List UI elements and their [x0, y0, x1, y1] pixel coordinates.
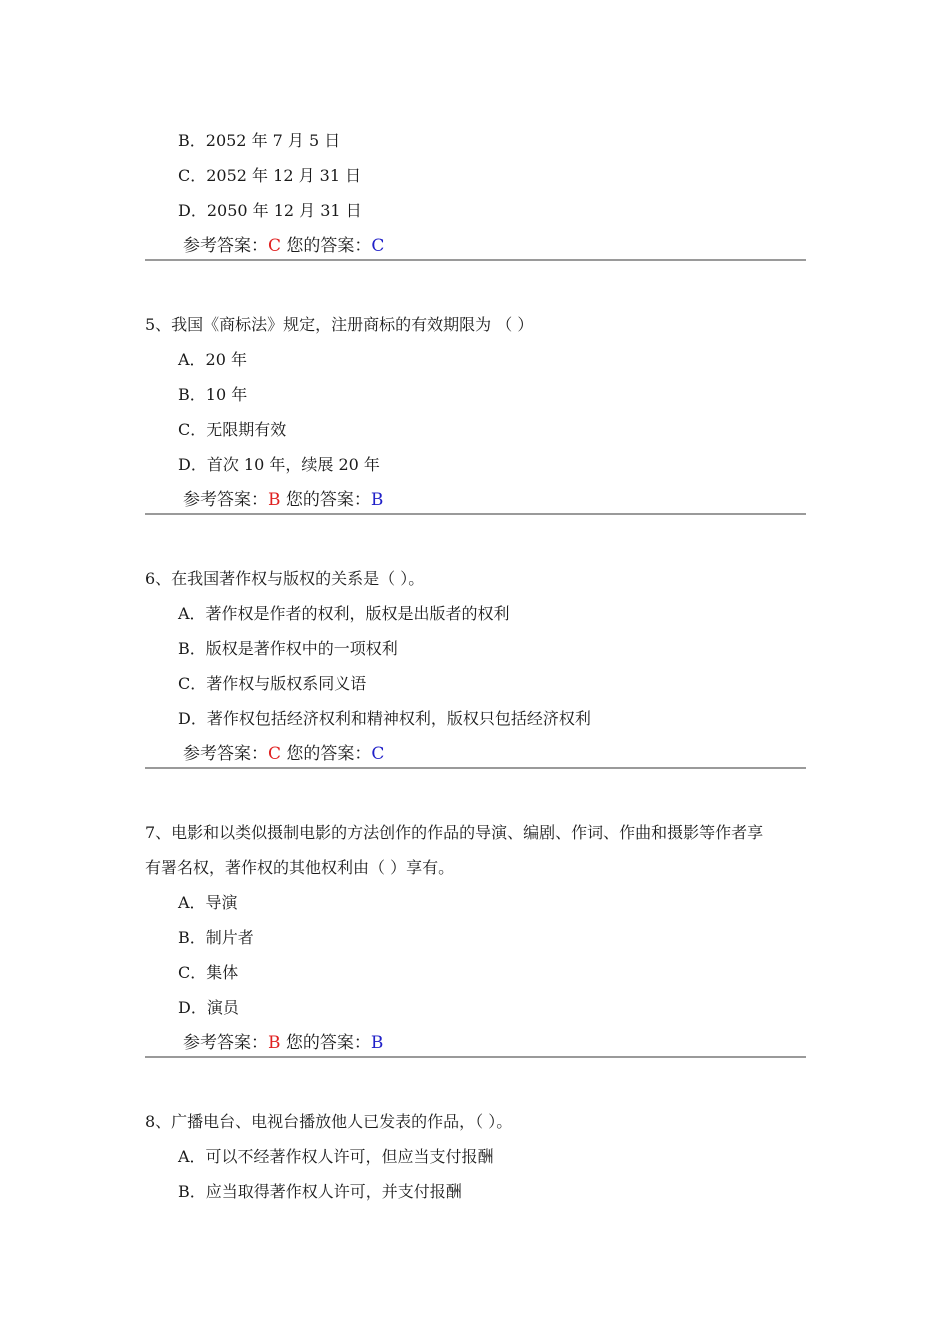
- ref-answer-value: B: [268, 490, 281, 510]
- your-answer-value: C: [371, 744, 385, 764]
- question-8-text: 8、广播电台、电视台播放他人已发表的作品，（ ）。: [145, 1112, 513, 1131]
- question-5-text: 5、我国《商标法》规定，注册商标的有效期限为 （ ）: [145, 315, 534, 334]
- question-5-option-a: A．20 年: [178, 350, 248, 369]
- option-d: D．2050 年 12 月 31 日: [178, 201, 362, 220]
- divider: [145, 767, 806, 769]
- ref-answer-value: C: [268, 744, 282, 764]
- option-c: C．2052 年 12 月 31 日: [178, 166, 362, 185]
- question-8-option-a: A．可以不经著作权人许可，但应当支付报酬: [178, 1147, 494, 1166]
- question-7-option-b: B．制片者: [178, 928, 254, 947]
- divider: [145, 1056, 806, 1058]
- ref-answer-value: B: [268, 1033, 281, 1053]
- question-6-option-c: C．著作权与版权系同义语: [178, 674, 367, 693]
- your-answer-label: 您的答案：: [285, 490, 371, 510]
- question-6-answer-row: [183, 744, 384, 764]
- your-answer-label: 您的答案：: [285, 1033, 371, 1053]
- question-6-option-b: B．版权是著作权中的一项权利: [178, 639, 398, 658]
- question-7-option-d: D．演员: [178, 998, 239, 1017]
- question-6-option-a: A．著作权是作者的权利，版权是出版者的权利: [178, 604, 510, 623]
- ref-answer-label: 参考答案：: [183, 236, 268, 256]
- question-5-answer-row: [183, 490, 383, 510]
- ref-answer-label: 参考答案：: [183, 744, 268, 764]
- ref-answer-label: 参考答案：: [183, 1033, 268, 1053]
- question-5-option-c: C．无限期有效: [178, 420, 287, 439]
- question-7-text-line-1: 7、电影和以类似摄制电影的方法创作的作品的导演、编剧、作词、作曲和摄影等作者享: [145, 823, 764, 842]
- your-answer-value: B: [370, 490, 384, 510]
- question-7-answer-row: [183, 1033, 383, 1053]
- your-answer-value: B: [370, 1033, 384, 1053]
- divider: [145, 513, 806, 515]
- question-5-option-d: D．首次 10 年，续展 20 年: [178, 455, 380, 474]
- question-5-option-b: B．10 年: [178, 385, 248, 404]
- option-b: B．2052 年 7 月 5 日: [178, 131, 341, 150]
- question-7-option-c: C．集体: [178, 963, 239, 982]
- ref-answer-value: C: [268, 236, 282, 256]
- your-answer-value: C: [371, 236, 385, 256]
- question-8-option-b: B．应当取得著作权人许可，并支付报酬: [178, 1182, 462, 1201]
- divider: [145, 259, 806, 261]
- question-7-text-line-2: 有署名权，著作权的其他权利由（ ）享有。: [145, 858, 455, 877]
- question-6-option-d: D．著作权包括经济权利和精神权利，版权只包括经济权利: [178, 709, 591, 728]
- question-7-option-a: A．导演: [178, 893, 238, 912]
- your-answer-label: 您的答案：: [286, 744, 372, 764]
- your-answer-label: 您的答案：: [286, 236, 372, 256]
- question-6-text: 6、在我国著作权与版权的关系是（ ）。: [145, 569, 425, 588]
- ref-answer-label: 参考答案：: [183, 490, 268, 510]
- answer-row: [183, 236, 384, 256]
